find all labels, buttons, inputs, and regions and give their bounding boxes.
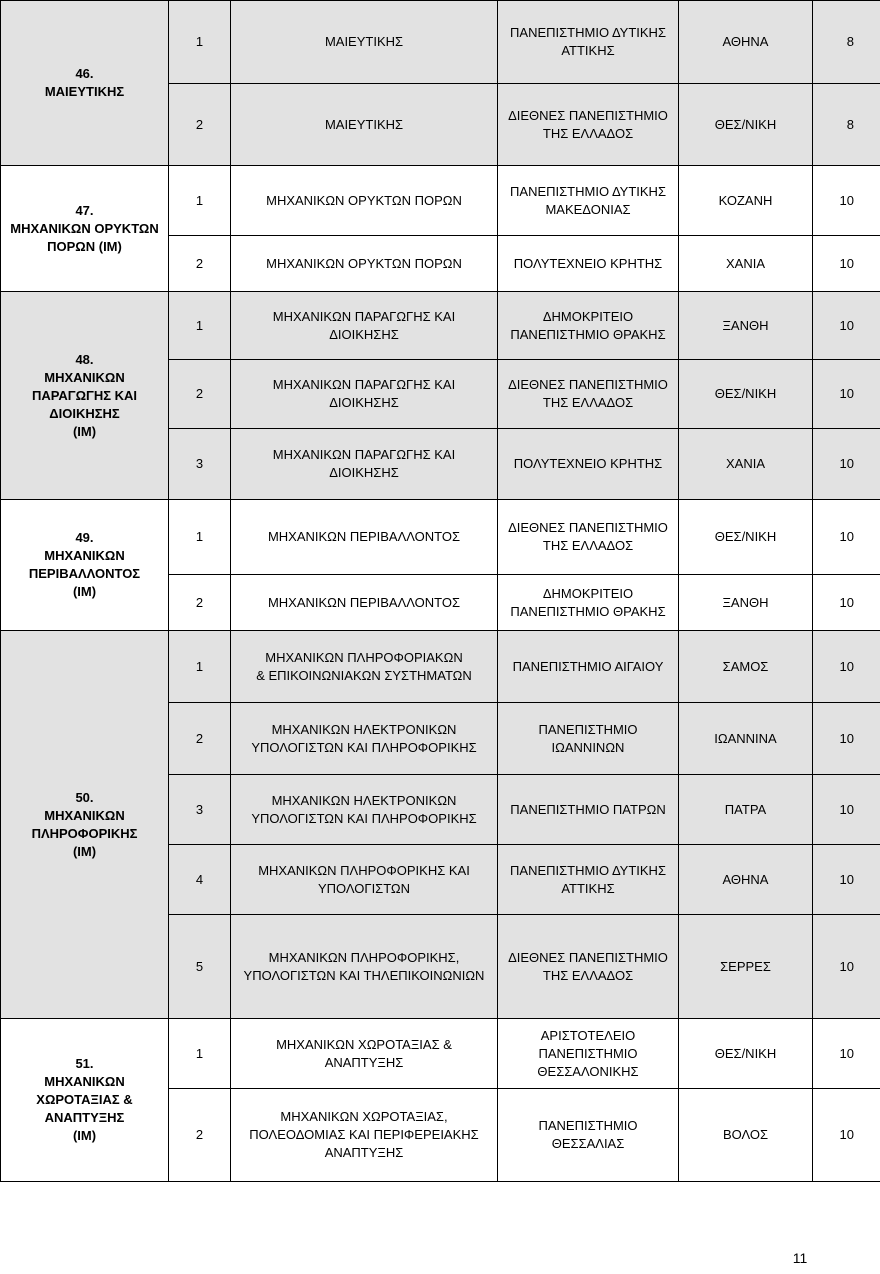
university-cell: ΠΑΝΕΠΙΣΤΗΜΙΟ ΑΙΓΑΙΟΥ — [498, 631, 679, 703]
group-label-cell: 50. ΜΗΧΑΝΙΚΩΝ ΠΛΗΡΟΦΟΡΙΚΗΣ (ΙΜ) — [1, 631, 169, 1019]
seats-cell: 10 — [813, 1089, 880, 1182]
city-cell: ΣΕΡΡΕΣ — [679, 915, 813, 1019]
seats-cell: 10 — [813, 360, 880, 429]
university-cell: ΔΙΕΘΝΕΣ ΠΑΝΕΠΙΣΤΗΜΙΟ ΤΗΣ ΕΛΛΑΔΟΣ — [498, 360, 679, 429]
row-number-cell: 1 — [169, 292, 231, 360]
row-number-cell: 5 — [169, 915, 231, 1019]
department-cell: ΜΗΧΑΝΙΚΩΝ ΠΑΡΑΓΩΓΗΣ ΚΑΙ ΔΙΟΙΚΗΣΗΣ — [231, 360, 498, 429]
seats-cell: 10 — [813, 915, 880, 1019]
university-cell: ΔΗΜΟΚΡΙΤΕΙΟ ΠΑΝΕΠΙΣΤΗΜΙΟ ΘΡΑΚΗΣ — [498, 575, 679, 631]
row-number-cell: 2 — [169, 236, 231, 292]
department-cell: ΜΗΧΑΝΙΚΩΝ ΠΛΗΡΟΦΟΡΙΚΗΣ ΚΑΙ ΥΠΟΛΟΓΙΣΤΩΝ — [231, 845, 498, 915]
table-row — [1, 292, 880, 360]
row-number-cell: 3 — [169, 775, 231, 845]
row-number-cell: 2 — [169, 703, 231, 775]
university-cell: ΔΙΕΘΝΕΣ ΠΑΝΕΠΙΣΤΗΜΙΟ ΤΗΣ ΕΛΛΑΔΟΣ — [498, 915, 679, 1019]
department-cell: ΜΗΧΑΝΙΚΩΝ ΠΕΡΙΒΑΛΛΟΝΤΟΣ — [231, 500, 498, 575]
seats-cell: 10 — [813, 575, 880, 631]
table-row — [1, 500, 880, 575]
row-number-cell: 1 — [169, 631, 231, 703]
department-cell: ΜΗΧΑΝΙΚΩΝ ΟΡΥΚΤΩΝ ΠΟΡΩΝ — [231, 236, 498, 292]
table-row — [1, 1, 880, 84]
department-cell: ΜΗΧΑΝΙΚΩΝ ΗΛΕΚΤΡΟΝΙΚΩΝ ΥΠΟΛΟΓΙΣΤΩΝ ΚΑΙ ΠΛΗΡΟΦΟΡΙΚΗΣ — [231, 703, 498, 775]
page-number: 11 — [792, 1250, 808, 1266]
row-number-cell: 1 — [169, 1019, 231, 1089]
university-cell: ΠΑΝΕΠΙΣΤΗΜΙΟ ΙΩΑΝΝΙΝΩΝ — [498, 703, 679, 775]
city-cell: ΘΕΣ/ΝΙΚΗ — [679, 84, 813, 166]
city-cell: ΧΑΝΙΑ — [679, 236, 813, 292]
university-cell: ΔΙΕΘΝΕΣ ΠΑΝΕΠΙΣΤΗΜΙΟ ΤΗΣ ΕΛΛΑΔΟΣ — [498, 500, 679, 575]
city-cell: ΘΕΣ/ΝΙΚΗ — [679, 1019, 813, 1089]
seats-cell: 10 — [813, 631, 880, 703]
department-cell: ΜΑΙΕΥΤΙΚΗΣ — [231, 1, 498, 84]
city-cell: ΠΑΤΡΑ — [679, 775, 813, 845]
city-cell: ΘΕΣ/ΝΙΚΗ — [679, 500, 813, 575]
row-number-cell: 2 — [169, 1089, 231, 1182]
department-cell: ΜΗΧΑΝΙΚΩΝ ΗΛΕΚΤΡΟΝΙΚΩΝ ΥΠΟΛΟΓΙΣΤΩΝ ΚΑΙ ΠΛΗΡΟΦΟΡΙΚΗΣ — [231, 775, 498, 845]
row-number-cell: 1 — [169, 500, 231, 575]
seats-cell: 10 — [813, 429, 880, 500]
university-cell: ΠΟΛΥΤΕΧΝΕΙΟ ΚΡΗΤΗΣ — [498, 429, 679, 500]
seats-cell: 10 — [813, 166, 880, 236]
seats-cell: 10 — [813, 500, 880, 575]
row-number-cell: 2 — [169, 575, 231, 631]
group-label-cell: 46. ΜΑΙΕΥΤΙΚΗΣ — [1, 1, 169, 166]
department-cell: ΜΗΧΑΝΙΚΩΝ ΠΑΡΑΓΩΓΗΣ ΚΑΙ ΔΙΟΙΚΗΣΗΣ — [231, 429, 498, 500]
university-cell: ΠΟΛΥΤΕΧΝΕΙΟ ΚΡΗΤΗΣ — [498, 236, 679, 292]
seats-cell: 8 — [813, 84, 880, 166]
department-cell: ΜΗΧΑΝΙΚΩΝ ΧΩΡΟΤΑΞΙΑΣ, ΠΟΛΕΟΔΟΜΙΑΣ ΚΑΙ ΠΕΡΙΦΕΡΕΙΑΚΗΣ ΑΝΑΠΤΥΞΗΣ — [231, 1089, 498, 1182]
row-number-cell: 1 — [169, 1, 231, 84]
seats-cell: 10 — [813, 845, 880, 915]
seats-cell: 10 — [813, 292, 880, 360]
city-cell: ΚΟΖΑΝΗ — [679, 166, 813, 236]
department-cell: ΜΗΧΑΝΙΚΩΝ ΠΛΗΡΟΦΟΡΙΑΚΩΝ & ΕΠΙΚΟΙΝΩΝΙΑΚΩΝ ΣΥΣΤΗΜΑΤΩΝ — [231, 631, 498, 703]
row-number-cell: 3 — [169, 429, 231, 500]
seats-cell: 10 — [813, 1019, 880, 1089]
city-cell: ΙΩΑΝΝΙΝΑ — [679, 703, 813, 775]
seats-cell: 10 — [813, 703, 880, 775]
seats-cell: 10 — [813, 775, 880, 845]
table-row — [1, 166, 880, 236]
city-cell: ΘΕΣ/ΝΙΚΗ — [679, 360, 813, 429]
group-label-cell: 49. ΜΗΧΑΝΙΚΩΝ ΠΕΡΙΒΑΛΛΟΝΤΟΣ (ΙΜ) — [1, 500, 169, 631]
row-number-cell: 2 — [169, 84, 231, 166]
university-cell: ΔΗΜΟΚΡΙΤΕΙΟ ΠΑΝΕΠΙΣΤΗΜΙΟ ΘΡΑΚΗΣ — [498, 292, 679, 360]
row-number-cell: 2 — [169, 360, 231, 429]
group-label-cell: 47. ΜΗΧΑΝΙΚΩΝ ΟΡΥΚΤΩΝ ΠΟΡΩΝ (ΙΜ) — [1, 166, 169, 292]
group-label-cell: 51. ΜΗΧΑΝΙΚΩΝ ΧΩΡΟΤΑΞΙΑΣ & ΑΝΑΠΤΥΞΗΣ (ΙΜ) — [1, 1019, 169, 1182]
table-row — [1, 1019, 880, 1089]
university-cell: ΔΙΕΘΝΕΣ ΠΑΝΕΠΙΣΤΗΜΙΟ ΤΗΣ ΕΛΛΑΔΟΣ — [498, 84, 679, 166]
city-cell: ΞΑΝΘΗ — [679, 292, 813, 360]
seats-cell: 10 — [813, 236, 880, 292]
city-cell: ΑΘΗΝΑ — [679, 845, 813, 915]
university-cell: ΠΑΝΕΠΙΣΤΗΜΙΟ ΔΥΤΙΚΗΣ ΑΤΤΙΚΗΣ — [498, 845, 679, 915]
university-cell: ΠΑΝΕΠΙΣΤΗΜΙΟ ΘΕΣΣΑΛΙΑΣ — [498, 1089, 679, 1182]
city-cell: ΣΑΜΟΣ — [679, 631, 813, 703]
city-cell: ΑΘΗΝΑ — [679, 1, 813, 84]
department-cell: ΜΑΙΕΥΤΙΚΗΣ — [231, 84, 498, 166]
seats-cell: 8 — [813, 1, 880, 84]
departments-table-body — [1, 1, 880, 1182]
university-cell: ΠΑΝΕΠΙΣΤΗΜΙΟ ΔΥΤΙΚΗΣ ΜΑΚΕΔΟΝΙΑΣ — [498, 166, 679, 236]
group-label-cell: 48. ΜΗΧΑΝΙΚΩΝ ΠΑΡΑΓΩΓΗΣ ΚΑΙ ΔΙΟΙΚΗΣΗΣ (ΙΜ) — [1, 292, 169, 500]
department-cell: ΜΗΧΑΝΙΚΩΝ ΠΑΡΑΓΩΓΗΣ ΚΑΙ ΔΙΟΙΚΗΣΗΣ — [231, 292, 498, 360]
row-number-cell: 1 — [169, 166, 231, 236]
city-cell: ΒΟΛΟΣ — [679, 1089, 813, 1182]
city-cell: ΞΑΝΘΗ — [679, 575, 813, 631]
department-cell: ΜΗΧΑΝΙΚΩΝ ΠΛΗΡΟΦΟΡΙΚΗΣ, ΥΠΟΛΟΓΙΣΤΩΝ ΚΑΙ ΤΗΛΕΠΙΚΟΙΝΩΝΙΩΝ — [231, 915, 498, 1019]
city-cell: ΧΑΝΙΑ — [679, 429, 813, 500]
university-cell: ΠΑΝΕΠΙΣΤΗΜΙΟ ΠΑΤΡΩΝ — [498, 775, 679, 845]
department-cell: ΜΗΧΑΝΙΚΩΝ ΧΩΡΟΤΑΞΙΑΣ & ΑΝΑΠΤΥΞΗΣ — [231, 1019, 498, 1089]
university-cell: ΑΡΙΣΤΟΤΕΛΕΙΟ ΠΑΝΕΠΙΣΤΗΜΙΟ ΘΕΣΣΑΛΟΝΙΚΗΣ — [498, 1019, 679, 1089]
row-number-cell: 4 — [169, 845, 231, 915]
department-cell: ΜΗΧΑΝΙΚΩΝ ΟΡΥΚΤΩΝ ΠΟΡΩΝ — [231, 166, 498, 236]
department-cell: ΜΗΧΑΝΙΚΩΝ ΠΕΡΙΒΑΛΛΟΝΤΟΣ — [231, 575, 498, 631]
university-cell: ΠΑΝΕΠΙΣΤΗΜΙΟ ΔΥΤΙΚΗΣ ΑΤΤΙΚΗΣ — [498, 1, 679, 84]
table-row — [1, 631, 880, 703]
